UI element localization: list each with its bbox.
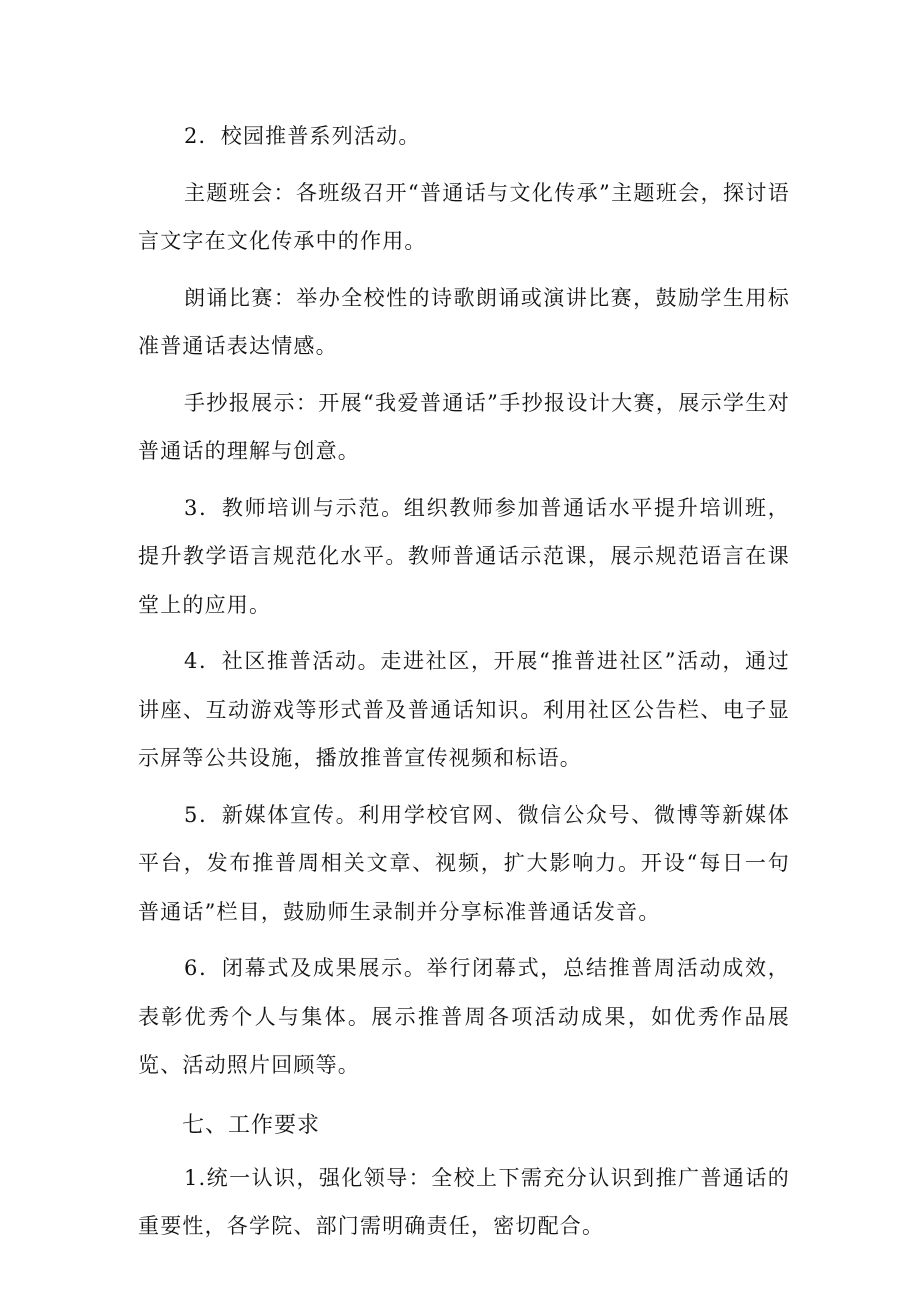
paragraph-campus-activities: 2．校园推普系列活动。 (184, 124, 421, 148)
paragraph-closing-ceremony: 6．闭幕式及成果展示。举行闭幕式，总结推普周活动成效，表彰优秀个人与集体。展示推普周各项活动成果，如优秀作品展览、活动照片回顾等。 (138, 956, 790, 1077)
paragraph-teacher-training: 3．教师培训与示范。组织教师参加普通话水平提升培训班，提升教学语言规范化水平。教师普通话示范课，展示规范语言在课堂上的应用。 (138, 495, 790, 617)
paragraph-requirement-1: 1.统一认识，强化领导：全校上下需充分认识到推广普通话的重要性，各学院、部门需明确责任，密切配合。 (138, 1165, 790, 1238)
paragraph-recitation-contest: 朗诵比赛：举办全校性的诗歌朗诵或演讲比赛，鼓励学生用标准普通话表达情感。 (138, 285, 790, 358)
section-heading-work-requirements: 七、工作要求 (182, 1112, 321, 1138)
paragraph-community-activities: 4．社区推普活动。走进社区，开展“推普进社区”活动，通过讲座、互动游戏等形式普及普通话知识。利用社区公告栏、电子显示屏等公共设施，播放推普宣传视频和标语。 (138, 649, 790, 770)
paragraph-new-media: 5．新媒体宣传。利用学校官网、微信公众号、微博等新媒体平台，发布推普周相关文章、视频，扩大影响力。开设“每日一句普通话”栏目，鼓励师生录制并分享标准普通话发音。 (138, 802, 790, 924)
paragraph-theme-class-meeting: 主题班会：各班级召开“普通话与文化传承”主题班会，探讨语言文字在文化传承中的作用。 (138, 180, 790, 253)
paragraph-handwritten-newspaper: 手抄报展示：开展“我爱普通话”手抄报设计大赛，展示学生对普通话的理解与创意。 (138, 390, 790, 463)
document-body (138, 112, 790, 1251)
